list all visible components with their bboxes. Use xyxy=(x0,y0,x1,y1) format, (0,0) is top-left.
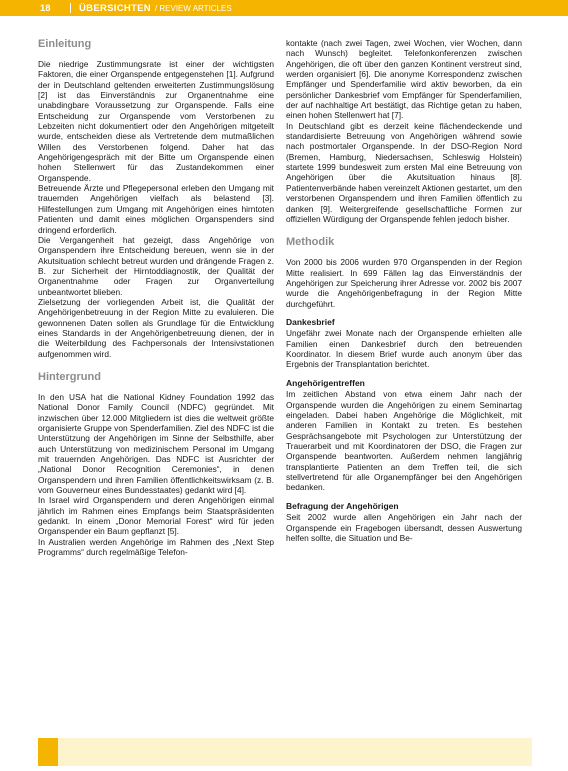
paragraph: Zielsetzung der vorliegenden Arbeit ist, die Qualität der Angehörigenbetreuung in der Region Mitte zu evaluieren. Die gewonnenen Daten sollen als Grundlage für die Entwicklung eines Standards in der Angehörigenbetreuung dienen, der in die Weiterbildung des Fachpersonals der Intensivstationen aufgenommen wird. xyxy=(38,296,274,359)
section-title: ÜBERSICHTEN xyxy=(79,2,151,14)
paragraph: Die Vergangenheit hat gezeigt, dass Angehörige von Organspendern ihre Entscheidung bereuen, wenn sie in der Akutsituation schlecht betreut wurden und drängende Fragen z. B. zur Sicherheit der Hirntoddiagnostik, der Qualität der Organentnahme oder Fragen zur Organverteilung unbeantwortet blieben. xyxy=(38,234,274,297)
page-number: 18 xyxy=(40,2,51,14)
footer-bar xyxy=(38,738,532,766)
paragraph: kontakte (nach zwei Tagen, zwei Wochen, vier Wochen, dann nach Wunsch) begleitet. Telefonkonferenzen zwischen Angehörigen, die oft über den ganzen Kontinent verstreut sind, werden organisiert [6]. Die anonyme Korrespondenz zwischen Empfänger und Spenderfamilie wird aktiv beworben, da ein persönlicher Dankesbrief vom Empfänger für Spenderfamilien, der auf nachhaltige Art bestätigt, das Richtige getan zu haben, einen hohen Stellenwert hat [7]. xyxy=(286,38,522,121)
subheading-befragung: Befragung der Angehörigen xyxy=(286,500,399,511)
right-column xyxy=(286,38,522,543)
header-divider xyxy=(70,3,71,13)
paragraph: Die niedrige Zustimmungsrate ist einer der wichtigsten Faktoren, die einer Organspende entgegenstehen [1]. Aufgrund der in Deutschland geltenden erweiterten Zustimmungslösung [2] ist das Einverständnis zur Organentnahme eine unabdingbare Voraussetzung zur Organspende. Falls eine Entscheidung zur Organspende vom Verstorbenen zu Lebzeiten nicht dokumentiert oder den Angehörigen mitgeteilt wurde, entscheiden diese als Vertretende dem mutmaßlichen Willen des Verstorbenen folgend. Daher hat das Angehörigengespräch mit der Bitte um Organspende einen hohen Stellenwert für das Zustandekommen einer Organspende. xyxy=(38,59,274,183)
paragraph: Betreuende Ärzte und Pflegepersonal erleben den Umgang mit trauernden Angehörigen vielfach als belastend [3]. Hilfestellungen zum Umgang mit Angehörigen eines hirntoten Patienten und damit eines möglichen Organspenders sind dringend erforderlich. xyxy=(38,183,274,235)
subheading-dankesbrief: Dankesbrief xyxy=(286,316,335,327)
paragraph: Von 2000 bis 2006 wurden 970 Organspenden in der Region Mitte realisiert. In 699 Fällen lag das Einverständnis der Angehörigen zur Speicherung ihrer Adresse vor. 2002 bis 2007 wurde die Angehörigenbefragung in der Region Mitte durchgeführt. xyxy=(286,257,522,309)
heading-methodik: Methodik xyxy=(286,236,335,249)
heading-hintergrund: Hintergrund xyxy=(38,370,101,383)
footer-accent xyxy=(38,738,58,766)
paragraph: In Australien werden Angehörige im Rahmen des „Next Step Programms“ durch regelmäßige Telefon- xyxy=(38,536,274,558)
left-column xyxy=(38,38,274,557)
section-subtitle: / REVIEW ARTICLES xyxy=(154,3,232,13)
paragraph: Seit 2002 wurde allen Angehörigen ein Jahr nach der Organspende ein Fragebogen übersandt, dessen Auswertung helfen sollte, die Situation und Be- xyxy=(286,512,522,543)
paragraph: Ungefähr zwei Monate nach der Organspende erhielten alle Familien einen Dankesbrief durch den betreuenden Koordinator. In diesem Brief wurde auch anonym über das Ergebnis der Transplantation berichtet. xyxy=(286,328,522,370)
subheading-angehoerigentreffen: Angehörigentreffen xyxy=(286,377,365,388)
paragraph: In Israel wird Organspendern und deren Angehörigen einmal jährlich im Rahmen eines Empfangs beim Staatspräsidenten gedankt. In einem „Donor Memorial Forest“ wird für jeden Organspender ein Baum gepflanzt [5]. xyxy=(38,495,274,537)
heading-einleitung: Einleitung xyxy=(38,38,92,50)
paragraph: In Deutschland gibt es derzeit keine flächendeckende und standardisierte Betreuung von Angehörigen während sowie nach postmortaler Organspende. In der DSO-Region Nord (Bremen, Hamburg, Niedersachsen, Schleswig Holstein) startete 1999 bundesweit zum ersten Mal eine Betreuung von Angehörigen über die Akutsituation hinaus [8]. Patientenverbände haben vereinzelt Aktionen gestartet, um den verstorbenen Organspendern und ihren Familien öffentlich zu danken [9]. Weitergreifende gesellschaftliche Formen zur offiziellen Würdigung der Organspende fehlen jedoch bisher. xyxy=(286,120,522,224)
running-header xyxy=(0,0,568,16)
paragraph: In den USA hat die National Kidney Foundation 1992 das National Donor Family Council (NDFC) gegründet. Mit inzwischen über 12.000 Mitgliedern ist dies die weltweit größte organisierte Gruppe von Spenderfamilien. Ziel des NDFC ist die Unterstützung der Angehörigen im Sinne der Selbsthilfe, aber auch Unterstützung von medizinischem Personal im Umgang mit trauernden Angehörigen. Das NDFC ist Ausrichter der „National Donor Recognition Ceremonies“, in denen Organspendern und ihren Familien öffentlichkeitswirksam (z. B. vom Gouverneur eines Bundesstaates) gedankt wird [4]. xyxy=(38,391,274,496)
paragraph: Im zeitlichen Abstand von etwa einem Jahr nach der Organspende wurden die Angehörigen zu einem Seminartag eingeladen. Dabei haben Angehörige die Möglichkeit, mit anderen Familien in Kontakt zu treten. Es bestehen Gesprächsangebote mit Psychologen zur Unterstützung der Trauerarbeit und mit Koordinatoren der DSO, die Fragen zur Organspende beantworten. Außerdem nehmen langjährig transplantierte Patienten an dem Treffen teil, die sich stellvertretend für alle Organempfänger bei den Angehörigen bedanken. xyxy=(286,389,522,493)
